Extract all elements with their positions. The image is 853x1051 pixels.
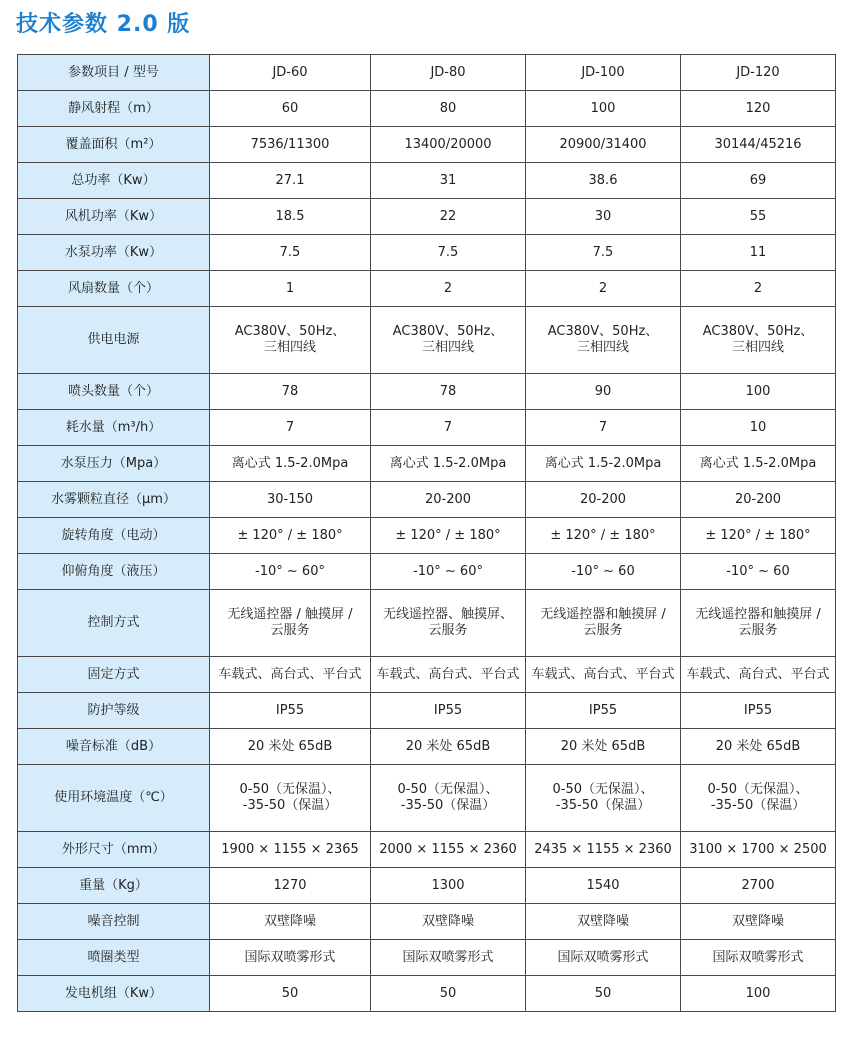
cell-jd-100: 100 (526, 91, 681, 127)
row-label: 覆盖面积（m²） (18, 127, 210, 163)
row-label: 防护等级 (18, 693, 210, 729)
table-row (18, 904, 836, 940)
cell-jd-60: 无线遥控器 / 触摸屏 / 云服务 (210, 590, 371, 657)
row-label: 喷头数量（个） (18, 374, 210, 410)
cell-jd-80: 1300 (371, 868, 526, 904)
cell-jd-120: 10 (681, 410, 836, 446)
cell-jd-100: 30 (526, 199, 681, 235)
cell-jd-120: 55 (681, 199, 836, 235)
cell-jd-120: 2 (681, 271, 836, 307)
table-row (18, 518, 836, 554)
cell-jd-60: 50 (210, 976, 371, 1012)
cell-jd-80: AC380V、50Hz、 三相四线 (371, 307, 526, 374)
cell-jd-80: 80 (371, 91, 526, 127)
row-label: 风扇数量（个） (18, 271, 210, 307)
row-label: 静风射程（m） (18, 91, 210, 127)
row-label: 使用环境温度（℃） (18, 765, 210, 832)
table-row (18, 868, 836, 904)
table-row (18, 482, 836, 518)
cell-jd-120: 20 米处 65dB (681, 729, 836, 765)
cell-jd-100: IP55 (526, 693, 681, 729)
cell-jd-80: 0-50（无保温）、 -35-50（保温） (371, 765, 526, 832)
cell-jd-120: 0-50（无保温）、 -35-50（保温） (681, 765, 836, 832)
cell-jd-80: 离心式 1.5-2.0Mpa (371, 446, 526, 482)
cell-jd-100: 0-50（无保温）、 -35-50（保温） (526, 765, 681, 832)
cell-jd-100: 离心式 1.5-2.0Mpa (526, 446, 681, 482)
table-row (18, 976, 836, 1012)
cell-jd-60: 27.1 (210, 163, 371, 199)
cell-jd-80: 13400/20000 (371, 127, 526, 163)
cell-jd-60: 18.5 (210, 199, 371, 235)
table-row (18, 271, 836, 307)
row-label: 喷圈类型 (18, 940, 210, 976)
table-row (18, 199, 836, 235)
cell-jd-60: IP55 (210, 693, 371, 729)
cell-jd-80: ± 120° / ± 180° (371, 518, 526, 554)
table-row (18, 832, 836, 868)
cell-jd-120: IP55 (681, 693, 836, 729)
cell-jd-60: 车载式、高台式、平台式 (210, 657, 371, 693)
cell-jd-80: 50 (371, 976, 526, 1012)
row-label: 固定方式 (18, 657, 210, 693)
cell-jd-100: 无线遥控器和触摸屏 / 云服务 (526, 590, 681, 657)
table-row (18, 765, 836, 832)
cell-jd-100: 双壁降噪 (526, 904, 681, 940)
cell-jd-120: 无线遥控器和触摸屏 / 云服务 (681, 590, 836, 657)
cell-jd-100: 2435 × 1155 × 2360 (526, 832, 681, 868)
cell-jd-100: -10° ~ 60 (526, 554, 681, 590)
cell-jd-120: 2700 (681, 868, 836, 904)
table-row (18, 446, 836, 482)
table-row (18, 127, 836, 163)
table-row (18, 91, 836, 127)
cell-jd-60: 60 (210, 91, 371, 127)
cell-jd-60: 20 米处 65dB (210, 729, 371, 765)
cell-jd-80: 7.5 (371, 235, 526, 271)
cell-jd-120: AC380V、50Hz、 三相四线 (681, 307, 836, 374)
cell-jd-60: 78 (210, 374, 371, 410)
cell-jd-120: 69 (681, 163, 836, 199)
row-label: 参数项目 / 型号 (18, 55, 210, 91)
cell-jd-60: 0-50（无保温）、 -35-50（保温） (210, 765, 371, 832)
row-label: 水雾颗粒直径（μm） (18, 482, 210, 518)
cell-jd-80: 20-200 (371, 482, 526, 518)
cell-jd-60: 离心式 1.5-2.0Mpa (210, 446, 371, 482)
row-label: 水泵功率（Kw） (18, 235, 210, 271)
cell-jd-60: 7.5 (210, 235, 371, 271)
cell-jd-80: 双壁降噪 (371, 904, 526, 940)
cell-jd-60: 国际双喷雾形式 (210, 940, 371, 976)
row-label: 水泵压力（Mpa） (18, 446, 210, 482)
cell-jd-60: 30-150 (210, 482, 371, 518)
cell-jd-120: 3100 × 1700 × 2500 (681, 832, 836, 868)
cell-jd-100: 7 (526, 410, 681, 446)
cell-jd-100: 车载式、高台式、平台式 (526, 657, 681, 693)
row-label: 风机功率（Kw） (18, 199, 210, 235)
cell-jd-120: 国际双喷雾形式 (681, 940, 836, 976)
row-label: 供电电源 (18, 307, 210, 374)
cell-jd-100: ± 120° / ± 180° (526, 518, 681, 554)
cell-jd-80: 78 (371, 374, 526, 410)
table-row (18, 590, 836, 657)
table-row (18, 307, 836, 374)
cell-jd-80: 2 (371, 271, 526, 307)
cell-jd-60: 1900 × 1155 × 2365 (210, 832, 371, 868)
cell-jd-80: IP55 (371, 693, 526, 729)
table-row (18, 657, 836, 693)
cell-jd-120: 离心式 1.5-2.0Mpa (681, 446, 836, 482)
cell-jd-100: 国际双喷雾形式 (526, 940, 681, 976)
row-label: 控制方式 (18, 590, 210, 657)
row-label: 噪音标准（dB） (18, 729, 210, 765)
cell-jd-120: -10° ~ 60 (681, 554, 836, 590)
row-label: 噪音控制 (18, 904, 210, 940)
cell-jd-80: 车载式、高台式、平台式 (371, 657, 526, 693)
cell-jd-120: 20-200 (681, 482, 836, 518)
cell-jd-60: JD-60 (210, 55, 371, 91)
table-row (18, 729, 836, 765)
table-row (18, 235, 836, 271)
table-row (18, 693, 836, 729)
row-label: 耗水量（m³/h） (18, 410, 210, 446)
table-row (18, 374, 836, 410)
cell-jd-80: -10° ~ 60° (371, 554, 526, 590)
cell-jd-100: 90 (526, 374, 681, 410)
cell-jd-80: 31 (371, 163, 526, 199)
cell-jd-60: 7 (210, 410, 371, 446)
row-label: 仰俯角度（液压） (18, 554, 210, 590)
cell-jd-80: 20 米处 65dB (371, 729, 526, 765)
cell-jd-80: JD-80 (371, 55, 526, 91)
cell-jd-120: 30144/45216 (681, 127, 836, 163)
cell-jd-120: JD-120 (681, 55, 836, 91)
cell-jd-60: ± 120° / ± 180° (210, 518, 371, 554)
cell-jd-100: 20-200 (526, 482, 681, 518)
row-label: 旋转角度（电动） (18, 518, 210, 554)
table-row (18, 410, 836, 446)
table-row (18, 554, 836, 590)
row-label: 总功率（Kw） (18, 163, 210, 199)
cell-jd-120: 100 (681, 374, 836, 410)
cell-jd-120: 车载式、高台式、平台式 (681, 657, 836, 693)
cell-jd-100: 20 米处 65dB (526, 729, 681, 765)
table-row (18, 163, 836, 199)
row-label: 发电机组（Kw） (18, 976, 210, 1012)
cell-jd-60: 1 (210, 271, 371, 307)
cell-jd-100: AC380V、50Hz、 三相四线 (526, 307, 681, 374)
cell-jd-120: 11 (681, 235, 836, 271)
cell-jd-100: 7.5 (526, 235, 681, 271)
cell-jd-100: 50 (526, 976, 681, 1012)
cell-jd-100: 2 (526, 271, 681, 307)
header-row (18, 55, 836, 91)
table-row (18, 940, 836, 976)
cell-jd-60: 双壁降噪 (210, 904, 371, 940)
cell-jd-100: 20900/31400 (526, 127, 681, 163)
cell-jd-80: 22 (371, 199, 526, 235)
cell-jd-80: 国际双喷雾形式 (371, 940, 526, 976)
row-label: 重量（Kg） (18, 868, 210, 904)
cell-jd-120: 双壁降噪 (681, 904, 836, 940)
cell-jd-60: AC380V、50Hz、 三相四线 (210, 307, 371, 374)
page-title: 技术参数 2.0 版 (16, 12, 191, 37)
cell-jd-100: 38.6 (526, 163, 681, 199)
cell-jd-60: 1270 (210, 868, 371, 904)
cell-jd-80: 无线遥控器、触摸屏、 云服务 (371, 590, 526, 657)
cell-jd-100: 1540 (526, 868, 681, 904)
spec-table-body (18, 55, 836, 1012)
spec-table (17, 54, 836, 1012)
cell-jd-120: 120 (681, 91, 836, 127)
cell-jd-80: 2000 × 1155 × 2360 (371, 832, 526, 868)
cell-jd-100: JD-100 (526, 55, 681, 91)
cell-jd-80: 7 (371, 410, 526, 446)
row-label: 外形尺寸（mm） (18, 832, 210, 868)
cell-jd-120: 100 (681, 976, 836, 1012)
cell-jd-120: ± 120° / ± 180° (681, 518, 836, 554)
cell-jd-60: 7536/11300 (210, 127, 371, 163)
cell-jd-60: -10° ~ 60° (210, 554, 371, 590)
